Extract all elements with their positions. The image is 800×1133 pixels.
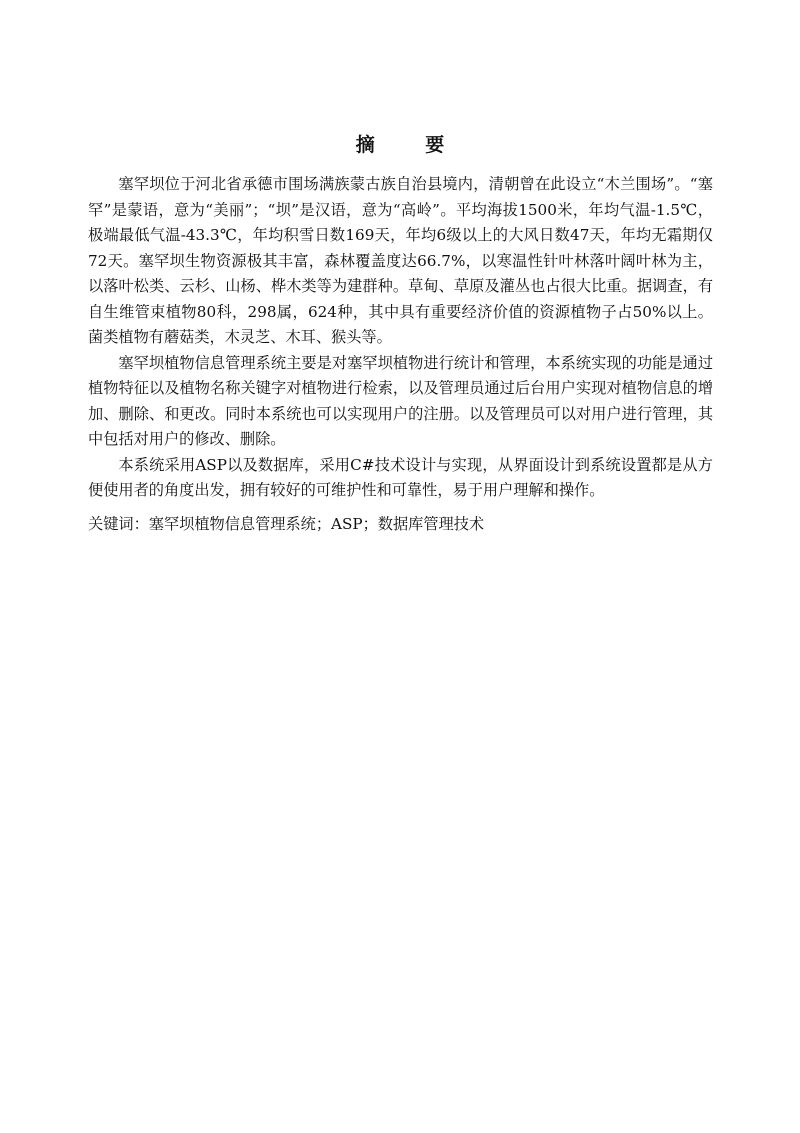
page-title: 摘 要	[355, 134, 467, 156]
abstract-paragraph-1: 塞罕坝位于河北省承德市围场满族蒙古族自治县境内，清朝曾在此设立“木兰围场”。“塞罕”是蒙语，意为“美丽”；“坝”是汉语，意为“高岭”。平均海拔1500米，年均气温-1.5℃，极端最低气温-43.3℃，年均积雪日数169天，年均6级以上的大风日数47天，年均无霜期仅72天。塞罕坝生物资源极其丰富，森林覆盖度达66.7%，以寒温性针叶林落叶阔叶林为主，以落叶松类、云杉、山杨、桦木类等为建群种。草甸、草原及灌丛也占很大比重。据调查，有自生维管束植物80科，298属，624种，其中具有重要经济价值的资源植物子占50%以上。菌类植物有蘑菇类，木灵芝、木耳、猴头等。	[88, 175, 713, 346]
abstract-paragraph-3: 本系统采用ASP以及数据库，采用C#技术设计与实现，从界面设计到系统设置都是从方便使用者的角度出发，拥有较好的可维护性和可靠性，易于用户理解和操作。	[88, 455, 713, 499]
keywords-text: 塞罕坝植物信息管理系统；ASP；数据库管理技术	[148, 515, 485, 533]
keywords-label: 关键词：	[88, 515, 149, 533]
abstract-body	[88, 172, 713, 504]
abstract-paragraph-2: 塞罕坝植物信息管理系统主要是对塞罕坝植物进行统计和管理，本系统实现的功能是通过植物特征以及植物名称关键字对植物进行检索，以及管理员通过后台用户实现对植物信息的增加、删除、和更改。同时本系统也可以实现用户的注册。以及管理员可以对用户进行管理，其中包括对用户的修改、删除。	[88, 353, 713, 448]
keywords-line	[88, 512, 713, 538]
